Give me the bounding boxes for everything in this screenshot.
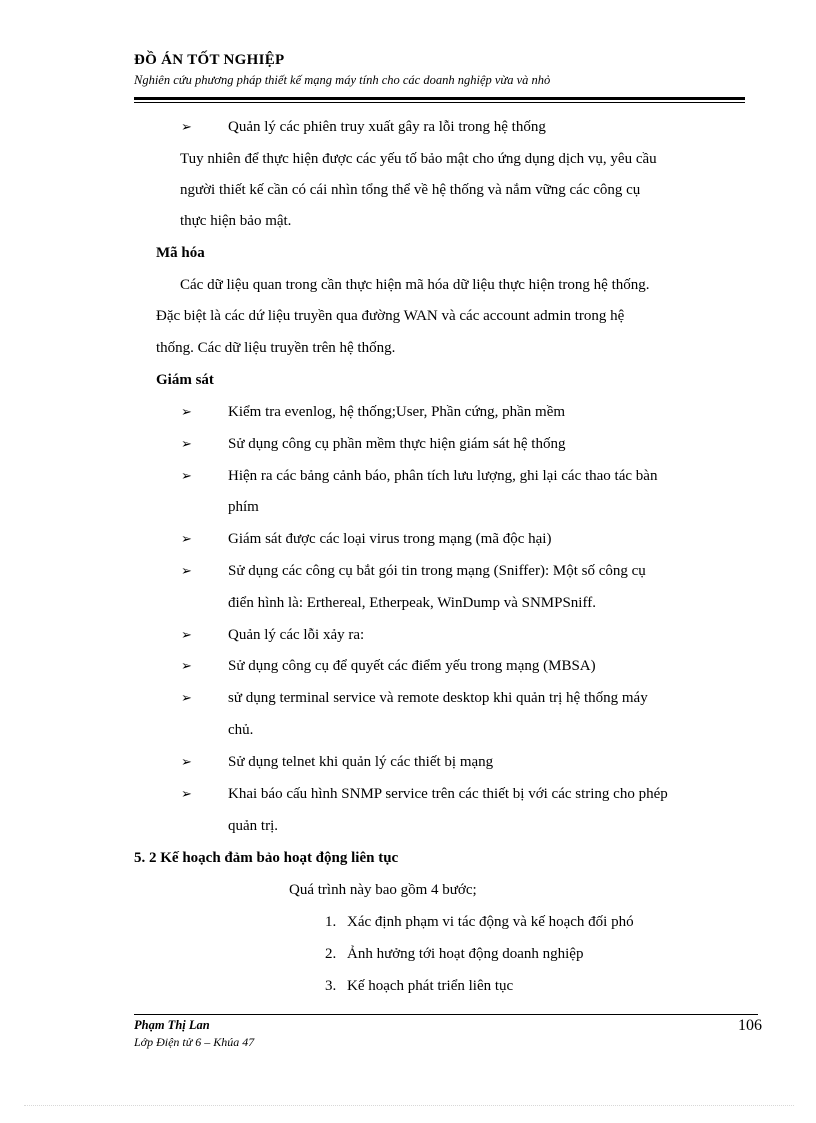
bullet-arrow-icon: ➢ bbox=[181, 754, 192, 769]
header-title: ĐỒ ÁN TỐT NGHIỆP bbox=[134, 52, 285, 68]
list-item: Sử dụng các công cụ bắt gói tin trong mạng (Sniffer): Một số công cụ bbox=[228, 563, 646, 579]
step-number: 3. bbox=[325, 978, 337, 994]
bullet-arrow-icon: ➢ bbox=[181, 627, 192, 642]
page-number: 106 bbox=[738, 1017, 762, 1034]
section-heading-monitoring: Giám sát bbox=[156, 372, 214, 388]
list-item-continuation: chủ. bbox=[228, 722, 254, 738]
footer-rule bbox=[134, 1014, 758, 1015]
bullet-arrow-icon: ➢ bbox=[181, 468, 192, 483]
step-number: 1. bbox=[325, 914, 337, 930]
bullet-arrow-icon: ➢ bbox=[181, 690, 192, 705]
paragraph-line: thực hiện bảo mật. bbox=[180, 213, 292, 229]
header-rule-thick bbox=[134, 97, 745, 100]
paragraph-line: người thiết kế cần có cái nhìn tổng thể về hệ thống và nắm vững các công cụ bbox=[180, 182, 641, 198]
footer-author: Phạm Thị Lan bbox=[134, 1018, 210, 1032]
list-item: sử dụng terminal service và remote desktop khi quản trị hệ thống máy bbox=[228, 690, 648, 706]
paragraph-line: Đặc biệt là các dứ liệu truyền qua đường WAN và các account admin trong hệ bbox=[156, 308, 625, 324]
bullet-arrow-icon: ➢ bbox=[181, 786, 192, 801]
section-heading-continuity: 5. 2 Kế hoạch đảm bảo hoạt động liên tục bbox=[134, 850, 399, 866]
step-number: 2. bbox=[325, 946, 337, 962]
bullet-arrow-icon: ➢ bbox=[181, 563, 192, 578]
list-item: Giám sát được các loại virus trong mạng (mã độc hại) bbox=[228, 531, 552, 547]
bullet-arrow-icon: ➢ bbox=[181, 119, 192, 134]
list-item-continuation: điển hình là: Erthereal, Etherpeak, WinDump và SNMPSniff. bbox=[228, 595, 596, 611]
list-item: Sử dụng công cụ để quyết các điểm yếu trong mạng (MBSA) bbox=[228, 658, 596, 674]
list-item: Quản lý các phiên truy xuất gây ra lỗi trong hệ thống bbox=[228, 119, 546, 135]
bullet-arrow-icon: ➢ bbox=[181, 531, 192, 546]
header-subtitle: Nghiên cứu phương pháp thiết kế mạng máy tính cho các doanh nghiệp vừa và nhỏ bbox=[134, 73, 551, 87]
list-item: Khai báo cấu hình SNMP service trên các thiết bị với các string cho phép bbox=[228, 786, 668, 802]
list-item: Quản lý các lỗi xảy ra: bbox=[228, 627, 365, 643]
bullet-arrow-icon: ➢ bbox=[181, 404, 192, 419]
list-item-continuation: quản trị. bbox=[228, 818, 278, 834]
list-item: Hiện ra các bảng cảnh báo, phân tích lưu lượng, ghi lại các thao tác bàn bbox=[228, 468, 658, 484]
list-item-continuation: phím bbox=[228, 499, 259, 515]
paragraph-line: Các dữ liệu quan trong cần thực hiện mã hóa dữ liệu thực hiện trong hệ thống. bbox=[180, 277, 650, 293]
paragraph-line: Tuy nhiên để thực hiện được các yếu tố bảo mật cho ứng dụng dịch vụ, yêu cầu bbox=[180, 151, 657, 167]
list-item: Kiểm tra evenlog, hệ thống;User, Phần cứng, phần mềm bbox=[228, 404, 566, 420]
step-text: Ảnh hưởng tới hoạt động doanh nghiệp bbox=[347, 946, 584, 962]
list-item: Sử dụng telnet khi quản lý các thiết bị mạng bbox=[228, 754, 494, 770]
list-item: Sử dụng công cụ phần mềm thực hiện giám sát hệ thống bbox=[228, 436, 566, 452]
step-text: Xác định phạm vi tác động và kế hoạch đối phó bbox=[347, 914, 634, 930]
bullet-arrow-icon: ➢ bbox=[181, 436, 192, 451]
step-text: Kế hoạch phát triển liên tục bbox=[347, 978, 514, 994]
footer-class: Lớp Điện tử 6 – Khúa 47 bbox=[134, 1035, 255, 1049]
continuity-intro: Quá trình này bao gồm 4 bước; bbox=[289, 882, 477, 898]
header-rule-thin bbox=[134, 102, 745, 103]
paragraph-line: thống. Các dữ liệu truyền trên hệ thống. bbox=[156, 340, 396, 356]
section-heading-encryption: Mã hóa bbox=[156, 245, 205, 261]
page-bottom-edge bbox=[24, 1105, 794, 1106]
bullet-arrow-icon: ➢ bbox=[181, 658, 192, 673]
